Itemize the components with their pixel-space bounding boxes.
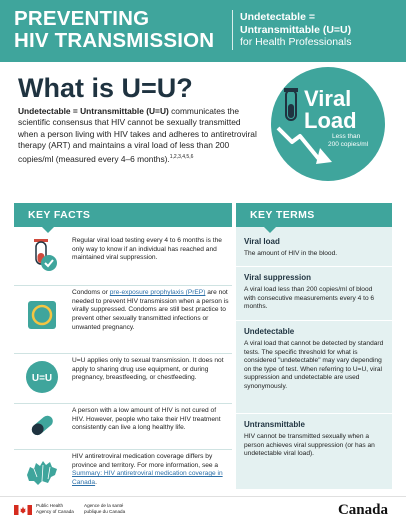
divider <box>236 413 392 414</box>
term-title: Viral load <box>244 237 280 246</box>
term-item <box>236 327 392 392</box>
fact-item <box>14 407 232 447</box>
key-terms-panel <box>236 203 392 489</box>
divider <box>236 320 392 321</box>
fact-text: U=U applies only to sexual transmission. It does not apply to sharing drug use equipment, or during pregnancy, breastfeeding, or chestfeeding. <box>72 357 224 382</box>
header-sub-line3: for Health Professionals <box>240 36 352 48</box>
agency-name-en <box>36 503 86 514</box>
agency-en-line2: Agency of Canada <box>36 508 74 514</box>
intro-body: communicates the scientific consensus that HIV cannot be sexually transmitted when a person living with HIV takes and adheres to antiretroviral therapy (ART) and maintains a viral load of less than 200 copies/ml (measured every 4–6 months). <box>18 106 257 164</box>
header-divider <box>232 10 233 50</box>
term-definition: The amount of HIV in the blood. <box>244 250 338 257</box>
footer-divider <box>0 496 406 497</box>
header-sub-line2: Untransmittable (U=U) <box>240 23 352 36</box>
canada-map-icon <box>24 455 60 491</box>
intro-paragraph <box>18 106 258 165</box>
header-title-line1: PREVENTING <box>14 7 150 30</box>
term-title: Viral suppression <box>244 273 311 282</box>
term-title: Undetectable <box>244 327 295 336</box>
canada-wordmark: Canada <box>337 502 388 518</box>
key-facts-heading: KEY FACTS <box>14 203 232 227</box>
header-title <box>14 8 214 52</box>
agency-en-line1: Public Health <box>36 503 64 508</box>
prep-link[interactable]: pre-exposure prophylaxis (PrEP) <box>109 289 206 296</box>
canada-flag-icon <box>14 505 32 515</box>
term-title: Untransmittable <box>244 420 305 429</box>
term-item <box>236 237 392 259</box>
fact-text <box>72 289 230 333</box>
badge-line1: Viral <box>304 86 352 111</box>
term-definition: HIV cannot be transmitted sexually when a person achieves viral suppression (or has an undetectable viral load). <box>244 433 375 458</box>
test-tube-check-icon <box>24 237 60 273</box>
term-item <box>236 273 392 312</box>
page-title: What is U=U? <box>18 73 193 103</box>
fact-item <box>14 235 232 283</box>
header-subtitle <box>240 11 351 49</box>
term-definition: A viral load that cannot be detected by standard tests. The specific threshold for what is considered "undetectable" may vary depending on the type of test. When referring to U=U, viral suppression and undetectable are used synonymously. <box>244 340 384 390</box>
agency-fr-line1: Agence de la santé <box>84 503 124 508</box>
fact-item <box>14 453 232 497</box>
coverage-summary-link[interactable]: Summary: HIV antiretroviral medication coverage in Canada <box>72 470 223 487</box>
agency-fr-line2: publique du Canada <box>84 508 126 514</box>
fact-text-a: HIV antiretroviral medication coverage differs by province and territory. For more information, see a <box>72 453 219 469</box>
header-sub-line1: Undetectable = <box>240 11 315 23</box>
uu-icon-label: U=U <box>31 373 53 384</box>
pill-icon <box>24 407 60 443</box>
viral-load-badge <box>270 66 386 182</box>
header-title-line2: HIV TRANSMISSION <box>14 29 215 52</box>
divider <box>14 285 232 286</box>
fact-text: A person with a low amount of HIV is not cured of HIV. However, people who take their HIV treatment consistently can live a long healthy life. <box>72 407 221 432</box>
badge-caption1: Less than <box>332 133 361 140</box>
divider <box>14 353 232 354</box>
divider <box>14 449 232 450</box>
fact-item <box>14 357 232 401</box>
uu-circle-icon <box>24 359 60 395</box>
fact-text: Regular viral load testing every 4 to 6 months is the only way to know if an individual has reached and maintained viral suppression. <box>72 237 222 262</box>
key-facts-panel <box>14 203 232 489</box>
fact-text-a: Condoms or <box>72 289 110 296</box>
badge-caption2: 200 copies/ml <box>328 141 369 148</box>
badge-line2: Load <box>304 108 357 133</box>
condom-package-icon <box>24 297 60 333</box>
header-banner <box>0 0 406 62</box>
intro-refs: 1,2,3,4,5,6 <box>169 153 194 160</box>
agency-name-fr <box>84 503 144 514</box>
divider <box>236 266 392 267</box>
fact-text-b: . <box>95 479 97 487</box>
divider <box>14 403 232 404</box>
intro-lead: Undetectable = Untransmittable (U=U) <box>18 106 169 116</box>
fact-item <box>14 289 232 351</box>
key-terms-heading: KEY TERMS <box>236 203 392 227</box>
fact-text-b: are not needed to prevent HIV transmission when a person is virally suppressed. Condoms are still best practice to prevent other sexually transmitted infections or unwanted pregnancy. <box>72 289 229 331</box>
term-item <box>236 420 392 459</box>
term-definition: A viral load less than 200 copies/ml of blood with consecutive measurements every 4 to 6 months. <box>244 286 375 311</box>
fact-text <box>72 453 230 488</box>
